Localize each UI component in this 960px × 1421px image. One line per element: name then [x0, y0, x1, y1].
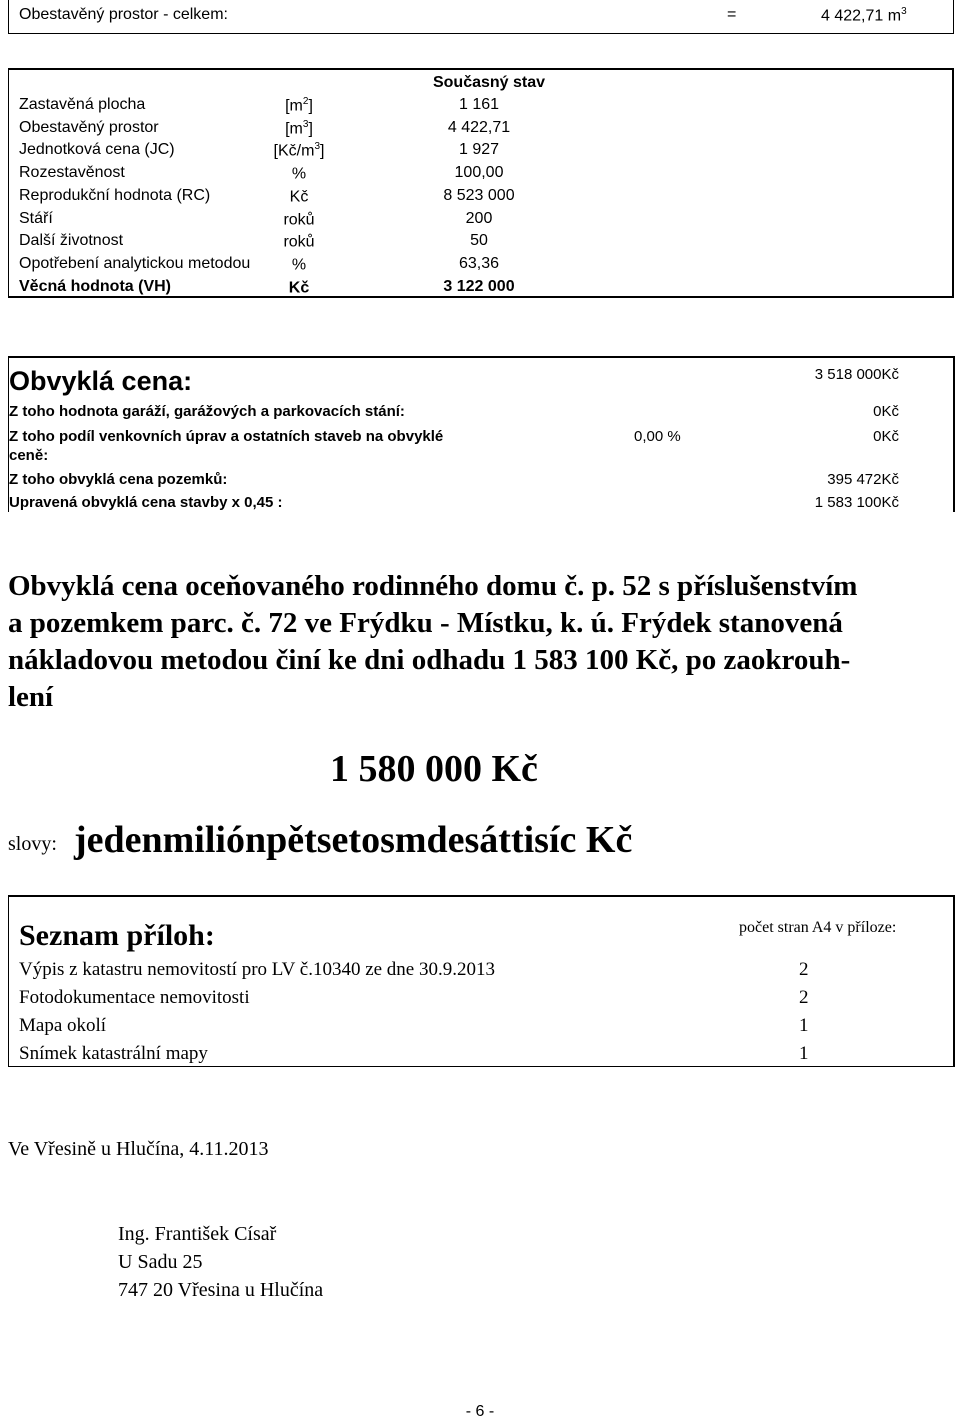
row-unit: roků: [283, 233, 315, 251]
words-label: slovy:: [8, 833, 57, 855]
row-value: 3 122 000: [443, 277, 515, 295]
garages-label: Z toho hodnota garáží, garážových a parkovacích stání:: [9, 403, 405, 420]
total-volume-eq: =: [727, 6, 737, 23]
building-table-row: [9, 255, 952, 277]
row-value: 50: [470, 232, 488, 250]
adjusted-value: 1 583 100Kč: [814, 494, 899, 511]
conclusion-paragraph: [8, 568, 953, 716]
attachment-name: Snímek katastrální mapy: [19, 1043, 208, 1064]
total-volume-row: [8, 0, 954, 34]
conclusion-line-3: nákladovou metodou činí ke dni odhadu 1 583 100 Kč, po zaokrouh-: [8, 644, 851, 676]
attachments-count-header: počet stran A4 v příloze:: [739, 919, 897, 936]
outdoor-label-line1: Z toho podíl venkovních úprav a ostatních staveb na obvyklé: [9, 428, 444, 445]
building-table-row: [9, 278, 952, 300]
row-label: Rozestavěnost: [19, 164, 125, 182]
total-volume-value: 4 422,71 $m^3$: [821, 6, 907, 25]
building-table-row: [9, 232, 952, 254]
building-table-row: [9, 141, 952, 163]
building-valuation-table: [8, 68, 954, 298]
place-date: Ve Vřesině u Hlučína, 4.11.2013: [8, 1138, 269, 1160]
row-value: 200: [465, 209, 493, 227]
attachment-name: Výpis z katastru nemovitostí pro LV č.10340 ze dne 30.9.2013: [19, 959, 495, 980]
row-label: Další životnost: [19, 232, 124, 250]
building-table-row: [9, 187, 952, 209]
building-table-row: [9, 210, 952, 232]
land-label: Z toho obvyklá cena pozemků:: [9, 471, 228, 488]
row-unit: $[m^2]$: [285, 96, 313, 115]
price-in-words: jedenmiliónpětsetosmdesáttisíc Kč: [74, 819, 633, 861]
row-label: Obestavěný prostor: [19, 118, 159, 136]
row-label: Zastavěná plocha: [19, 96, 146, 113]
garages-value: 0Kč: [873, 403, 899, 420]
attachment-page-count: 1: [799, 1043, 809, 1064]
row-unit: $[Kč/m^3]$: [273, 141, 325, 160]
row-unit: Kč: [288, 278, 310, 296]
attachment-page-count: 1: [799, 1015, 809, 1036]
row-label: Opotřebení analytickou metodou: [19, 254, 251, 272]
row-value: 4 422,71: [447, 118, 511, 136]
usual-price-total: 3 518 000Kč: [814, 366, 899, 383]
row-value: 63,36: [458, 254, 500, 272]
row-label: Reprodukční hodnota (RC): [19, 186, 211, 204]
building-table-row: [9, 164, 952, 186]
attachment-page-count: 2: [799, 959, 809, 980]
usual-price-title: Obvyklá cena:: [9, 366, 193, 396]
building-table-row: [9, 96, 952, 118]
row-unit: %: [291, 256, 307, 274]
row-unit: Kč: [289, 188, 309, 206]
attachment-name: Mapa okolí: [19, 1015, 107, 1036]
row-unit: %: [291, 165, 307, 183]
attachment-page-count: 2: [799, 987, 809, 1008]
current-state-header: Současný stav: [432, 74, 546, 91]
row-unit: $[m^3]$: [285, 118, 313, 138]
final-price: 1 580 000 Kč: [330, 748, 538, 790]
page-number: - 6 -: [465, 1403, 495, 1420]
signer-name: Ing. František Císař: [118, 1223, 277, 1245]
conclusion-line-4: lení: [8, 681, 54, 713]
total-volume-label: Obestavěný prostor - celkem:: [19, 6, 228, 23]
row-label: Jednotková cena (JC): [19, 141, 175, 159]
adjusted-label: Upravená obvyklá cena stavby x 0,45 :: [9, 494, 283, 511]
outdoor-label-line2: ceně:: [9, 447, 49, 464]
attachments-list: [8, 895, 955, 1067]
signer-street: U Sadu 25: [118, 1251, 203, 1273]
row-label: Věcná hodnota (VH): [19, 277, 172, 295]
row-value: 8 523 000: [443, 186, 515, 204]
signer-city: 747 20 Vřesina u Hlučína: [118, 1279, 324, 1301]
conclusion-line-2: a pozemkem parc. č. 72 ve Frýdku - Místku, k. ú. Frýdek stanovená: [8, 607, 843, 639]
outdoor-percent: 0,00 %: [634, 428, 681, 445]
row-label: Stáří: [19, 209, 53, 227]
conclusion-line-1: Obvyklá cena oceňovaného rodinného domu č. p. 52 s příslušenstvím: [8, 570, 858, 602]
land-value: 395 472Kč: [827, 471, 899, 488]
usual-price-block: [8, 356, 955, 512]
row-value: 1 161: [458, 96, 500, 113]
outdoor-value: 0Kč: [873, 428, 899, 445]
attachment-name: Fotodokumentace nemovitosti: [19, 987, 250, 1008]
row-value: 1 927: [458, 141, 500, 159]
attachments-title: Seznam příloh:: [19, 919, 215, 952]
row-unit: roků: [283, 210, 315, 228]
row-value: 100,00: [454, 164, 504, 182]
building-table-row: [9, 119, 952, 141]
